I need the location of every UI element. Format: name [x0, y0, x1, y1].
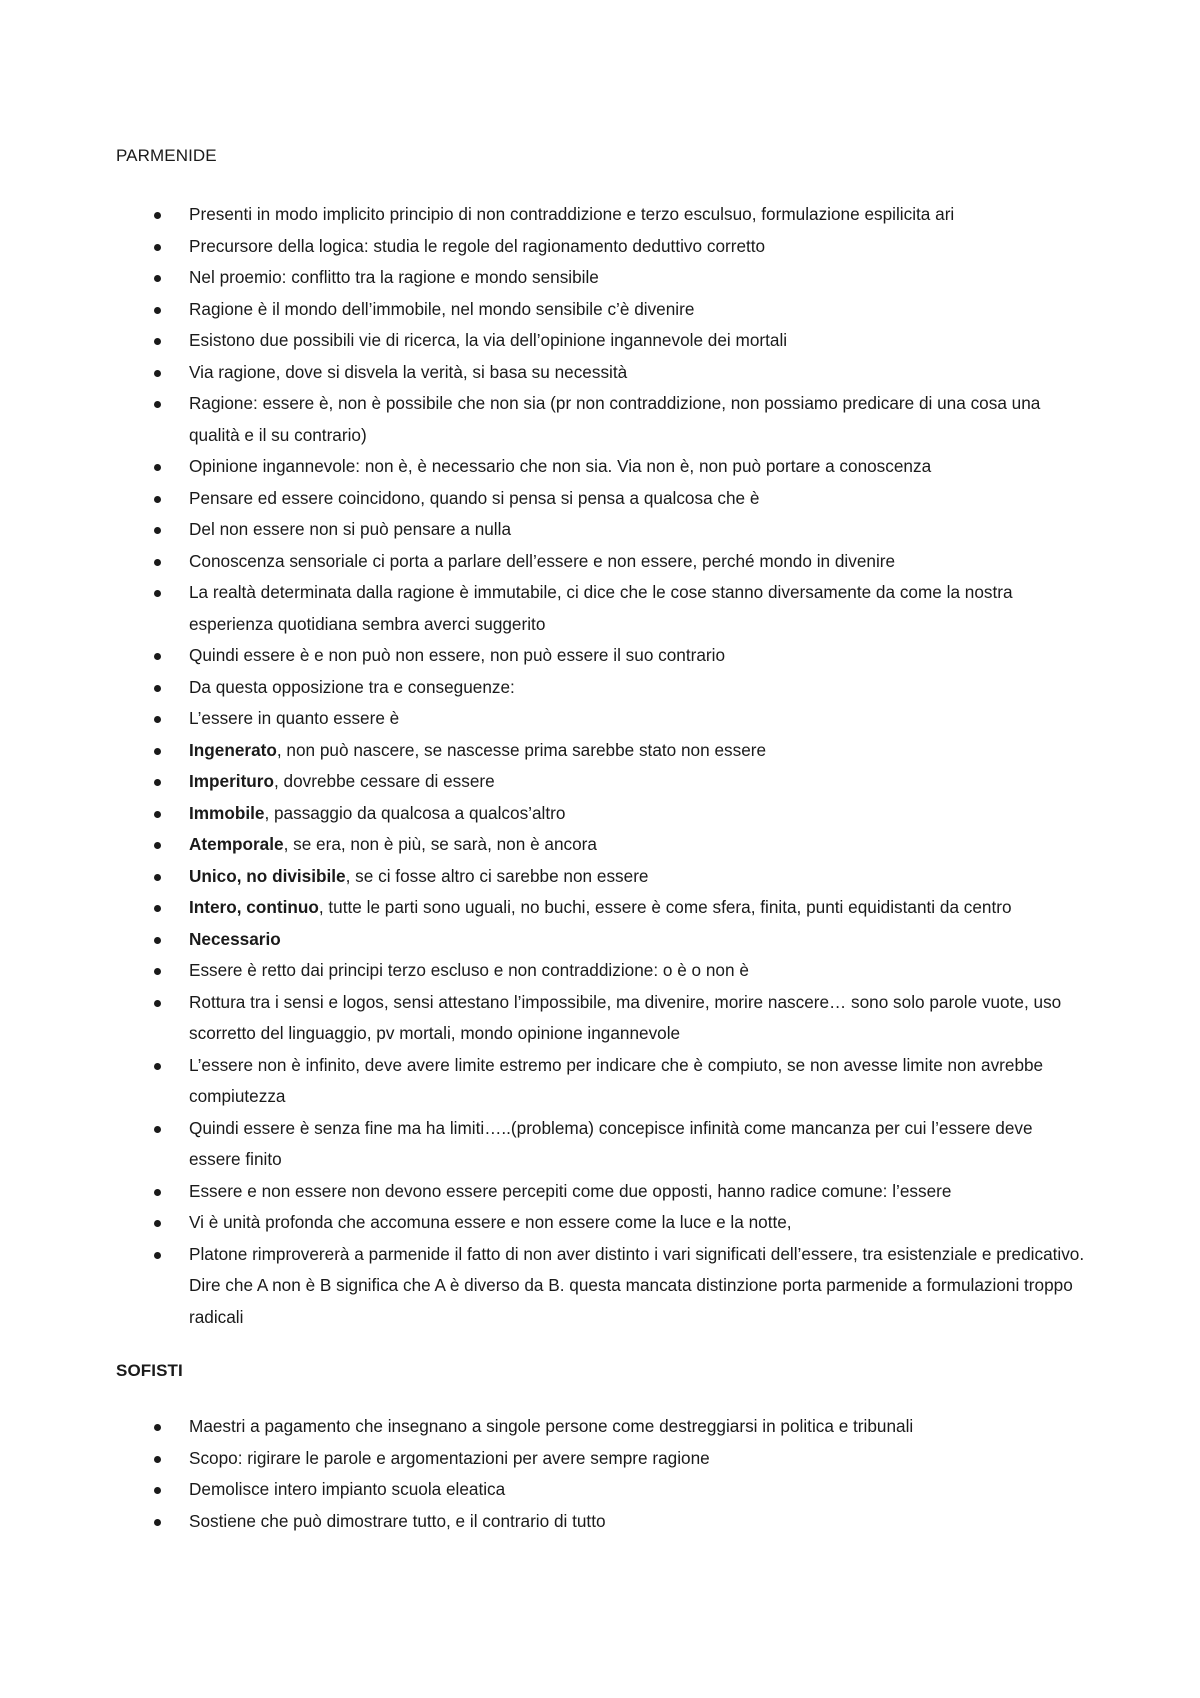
list-item	[116, 262, 1086, 294]
list-item-bold-text: Necessario	[189, 928, 281, 949]
list-item-text	[189, 771, 495, 791]
list-item-body-text: , tutte le parti sono uguali, no buchi, essere è come sfera, finita, punti equidistanti da centro	[318, 897, 1012, 917]
list-item-text	[189, 740, 766, 760]
bullet-icon	[154, 212, 161, 219]
list-item-text	[189, 1181, 951, 1201]
bullet-icon	[154, 307, 161, 314]
bullet-icon	[154, 685, 161, 692]
bullet-icon	[154, 559, 161, 566]
list-item-text	[189, 897, 1012, 917]
list-item-text	[189, 708, 399, 728]
bullet-icon	[154, 1456, 161, 1463]
bullet-icon	[154, 1424, 161, 1431]
list-item-body-text: Ragione: essere è, non è possibile che non sia (pr non contraddizione, non possiamo predicare di una cosa una qualità e il su contrario)	[189, 393, 1041, 445]
list-item-bold-text: Immobile	[189, 802, 265, 823]
list-item	[116, 514, 1086, 546]
list-item-text	[189, 1511, 606, 1531]
bullet-icon	[154, 590, 161, 597]
list-item-text	[189, 960, 749, 980]
list-item-text	[189, 330, 787, 350]
list-item-body-text: Del non essere non si può pensare a nulla	[189, 519, 512, 539]
bullet-icon	[154, 401, 161, 408]
list-item-body-text: La realtà determinata dalla ragione è immutabile, ci dice che le cose stanno diversamente da come la nostra esperienza quotidiana sembra averci suggerito	[189, 582, 1013, 634]
list-item-text	[189, 456, 931, 476]
list-item-text	[189, 204, 954, 224]
list-item-text	[189, 267, 599, 287]
list-item-body-text: L’essere in quanto essere è	[189, 708, 400, 728]
list-item-body-text: Demolisce intero impianto scuola eleatica	[189, 1479, 506, 1499]
list-item-body-text: Ragione è il mondo dell’immobile, nel mondo sensibile c’è divenire	[189, 298, 695, 319]
list-item-body-text: Scopo: rigirare le parole e argomentazioni per avere sempre ragione	[189, 1447, 710, 1468]
list-item-bold-text: Ingenerato	[189, 739, 277, 760]
list-item	[116, 640, 1086, 672]
bullet-icon	[154, 464, 161, 471]
bullet-icon	[154, 1126, 161, 1133]
bullet-icon	[154, 1063, 161, 1070]
list-item-body-text: Quindi essere è e non può non essere, non può essere il suo contrario	[189, 645, 726, 665]
list-item-text	[189, 677, 515, 697]
bullet-icon	[154, 653, 161, 660]
list-item	[116, 1474, 1086, 1506]
list-item	[116, 199, 1086, 231]
list-item-text	[189, 299, 694, 319]
list-item	[116, 735, 1086, 767]
list-item	[116, 483, 1086, 515]
list-item-body-text: Essere e non essere non devono essere percepiti come due opposti, hanno radice comune: l’essere	[189, 1180, 952, 1201]
list-item-bold-text: Unico, no divisibile	[189, 865, 346, 886]
bullet-icon	[154, 842, 161, 849]
list-item-body-text: , passaggio da qualcosa a qualcos’altro	[264, 802, 566, 823]
list-item-text	[189, 992, 1061, 1044]
bullet-icon	[154, 338, 161, 345]
list-item-text	[189, 551, 895, 571]
bullet-icon	[154, 748, 161, 755]
list-item	[116, 357, 1086, 389]
list-item	[116, 231, 1086, 263]
list-item	[116, 892, 1086, 924]
list-item	[116, 861, 1086, 893]
list-item-body-text: Nel proemio: conflitto tra la ragione e mondo sensibile	[189, 267, 599, 287]
list-item-body-text: Via ragione, dove si disvela la verità, si basa su necessità	[189, 361, 628, 382]
bullet-icon	[154, 716, 161, 723]
list-item-text	[189, 488, 759, 508]
list-item-body-text: Essere è retto dai principi terzo escluso e non contraddizione: o è o non è	[189, 960, 749, 980]
bullet-icon	[154, 811, 161, 818]
list-item-text	[189, 929, 281, 949]
bullet-icon	[154, 874, 161, 881]
list-item	[116, 766, 1086, 798]
list-item-text	[189, 519, 511, 539]
bullet-icon	[154, 1000, 161, 1007]
list-item	[116, 1443, 1086, 1475]
list-item-body-text: Rottura tra i sensi e logos, sensi attestano l’impossibile, ma divenire, morire nascere… sono solo parole vuote, uso scorretto del linguaggio, pv mortali, mondo opinione ingannevole	[189, 991, 1062, 1043]
list-item-text	[189, 1416, 913, 1436]
section-heading-parmenide: PARMENIDE	[116, 146, 217, 165]
list-item-body-text: Platone rimprovererà a parmenide il fatto di non aver distinto i vari significati dell’essere, tra esistenziale e predicativo. Dire che A non è B significa che A è diverso da B. questa mancata distinzione porta parmenide a formulazioni troppo radicali	[189, 1243, 1085, 1327]
list-item-body-text: Presenti in modo implicito principio di non contraddizione e terzo esculsuo, formulazione espilicita ari	[189, 204, 955, 224]
list-item	[116, 1506, 1086, 1538]
section-heading-sofisti: SOFISTI	[116, 1361, 183, 1380]
list-item-body-text: , se era, non è più, se sarà, non è ancora	[283, 834, 597, 854]
list-item	[116, 546, 1086, 578]
bullet-icon	[154, 1519, 161, 1526]
list-item-body-text: Pensare ed essere coincidono, quando si pensa si pensa a qualcosa che è	[189, 487, 760, 508]
bullet-icon	[154, 905, 161, 912]
list-item	[116, 294, 1086, 326]
list-item	[116, 325, 1086, 357]
list-item-body-text: Maestri a pagamento che insegnano a singole persone come destreggiarsi in politica e tribunali	[189, 1416, 914, 1436]
list-item-text	[189, 834, 597, 854]
list-item-text	[189, 1118, 1033, 1170]
list-item-body-text: Quindi essere è senza fine ma ha limiti…..(problema) concepisce infinità come mancanza per cui l’essere deve essere finito	[189, 1117, 1033, 1169]
list-item-text	[189, 393, 1040, 445]
list-item-body-text: , non può nascere, se nascesse prima sarebbe stato non essere	[276, 739, 767, 760]
list-item	[116, 1050, 1086, 1113]
bullet-icon	[154, 275, 161, 282]
list-item	[116, 1113, 1086, 1176]
list-item-bold-text: Imperituro	[189, 771, 274, 791]
list-item-text	[189, 236, 765, 256]
list-item-body-text: Vi è unità profonda che accomuna essere e non essere come la luce e la notte,	[189, 1212, 792, 1232]
bullet-icon	[154, 779, 161, 786]
list-item	[116, 829, 1086, 861]
bullet-icon	[154, 1487, 161, 1494]
list-item-body-text: Da questa opposizione tra e conseguenze:	[189, 676, 515, 697]
list-item	[116, 987, 1086, 1050]
list-item	[116, 1176, 1086, 1208]
list-item-body-text: , dovrebbe cessare di essere	[274, 771, 495, 791]
list-item	[116, 577, 1086, 640]
list-item	[116, 451, 1086, 483]
bullet-list-sofisti	[116, 1411, 1086, 1537]
list-item-text	[189, 1212, 792, 1232]
list-item	[116, 798, 1086, 830]
list-item-text	[189, 582, 1013, 634]
list-item-body-text: Conoscenza sensoriale ci porta a parlare dell’essere e non essere, perché mondo in divenire	[189, 550, 896, 571]
list-item-text	[189, 645, 725, 665]
list-item-body-text: L’essere non è infinito, deve avere limite estremo per indicare che è compiuto, se non avesse limite non avrebbe compiutezza	[189, 1054, 1044, 1106]
list-item	[116, 1207, 1086, 1239]
list-item-text	[189, 1448, 710, 1468]
bullet-icon	[154, 1220, 161, 1227]
list-item	[116, 1239, 1086, 1334]
list-item	[116, 672, 1086, 704]
list-item-bold-text: Intero, continuo	[189, 897, 319, 917]
list-item-text	[189, 362, 627, 382]
list-item-body-text: , se ci fosse altro ci sarebbe non essere	[345, 865, 649, 886]
bullet-icon	[154, 244, 161, 251]
list-item-bold-text: Atemporale	[189, 834, 284, 854]
list-item-body-text: Opinione ingannevole: non è, è necessario che non sia. Via non è, non può portare a conoscenza	[189, 456, 932, 476]
list-item	[116, 955, 1086, 987]
list-item-body-text: Sostiene che può dimostrare tutto, e il contrario di tutto	[189, 1510, 606, 1531]
bullet-icon	[154, 1252, 161, 1259]
bullet-icon	[154, 527, 161, 534]
list-item	[116, 703, 1086, 735]
list-item-body-text: Precursore della logica: studia le regole del ragionamento deduttivo corretto	[189, 235, 766, 256]
list-item	[116, 388, 1086, 451]
list-item-text	[189, 1055, 1043, 1107]
document-body	[116, 146, 1086, 1537]
list-item-body-text: Esistono due possibili vie di ricerca, la via dell’opinione ingannevole dei mortali	[189, 330, 788, 350]
list-item-text	[189, 866, 648, 886]
list-item-text	[189, 1244, 1084, 1327]
bullet-icon	[154, 968, 161, 975]
list-item	[116, 1411, 1086, 1443]
bullet-icon	[154, 370, 161, 377]
bullet-icon	[154, 937, 161, 944]
list-item-text	[189, 803, 565, 823]
list-item-text	[189, 1479, 505, 1499]
list-item	[116, 924, 1086, 956]
bullet-icon	[154, 496, 161, 503]
bullet-icon	[154, 1189, 161, 1196]
bullet-list-parmenide	[116, 199, 1086, 1333]
